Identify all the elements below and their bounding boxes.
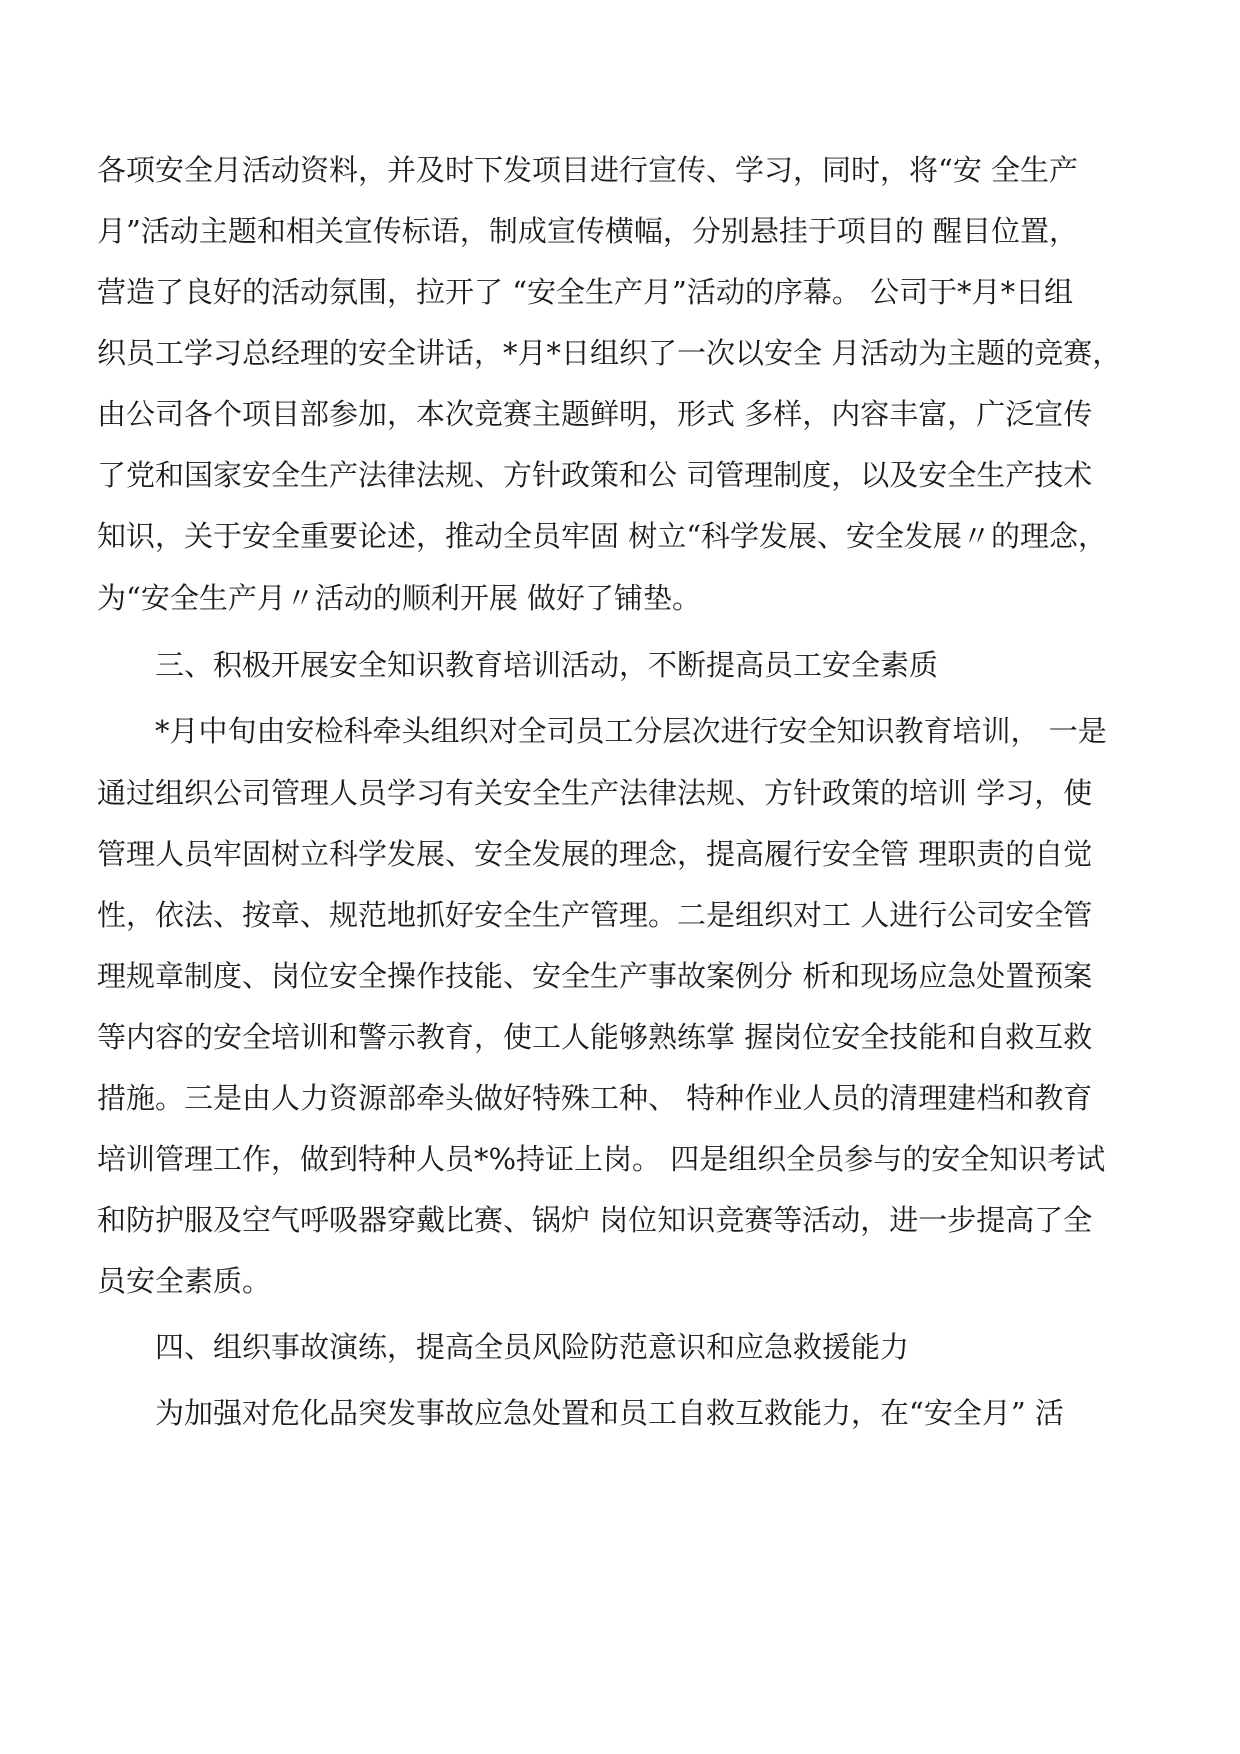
section-heading: 四、组织事故演练，提高全员风险防范意识和应急救援能力 — [155, 1330, 910, 1364]
text-line: 为加强对危化品突发事故应急处置和员工自救互救能力，在“安全月” 活 — [155, 1396, 1064, 1430]
text-line: 培训管理工作，做到特种人员*%持证上岗。 四是组织全员参与的安全知识考试 — [97, 1142, 1106, 1176]
text-line: 知识，关于安全重要论述，推动全员牢固 树立“科学发展、安全发展〃的理念， — [97, 519, 1108, 553]
section-heading: 三、积极开展安全知识教育培训活动，不断提高员工安全素质 — [155, 648, 939, 682]
text-line: 管理人员牢固树立科学发展、安全发展的理念，提高履行安全管 理职责的自觉 — [97, 837, 1093, 871]
text-line: 等内容的安全培训和警示教育，使工人能够熟练掌 握岗位安全技能和自救互救 — [97, 1020, 1093, 1054]
text-line: 员安全素质。 — [97, 1264, 272, 1298]
text-line: 理规章制度、岗位安全操作技能、安全生产事故案例分 析和现场应急处置预案 — [97, 959, 1093, 993]
text-line: 营造了良好的活动氛围，拉开了 “安全生产月”活动的序幕。 公司于*月*日组 — [97, 275, 1074, 309]
text-line: 措施。三是由人力资源部牵头做好特殊工种、 特种作业人员的清理建档和教育 — [97, 1081, 1093, 1115]
text-line: 通过组织公司管理人员学习有关安全生产法律法规、方针政策的培训 学习，使 — [97, 776, 1093, 810]
text-line: *月中旬由安检科牵头组织对全司员工分层次进行安全知识教育培训， 一是 — [155, 714, 1107, 748]
text-line: 为“安全生产月〃活动的顺利开展 做好了铺垫。 — [97, 581, 702, 615]
text-line: 性，依法、按章、规范地抓好安全生产管理。二是组织对工 人进行公司安全管 — [97, 898, 1093, 932]
text-line: 和防护服及空气呼吸器穿戴比赛、锅炉 岗位知识竞赛等活动，进一步提高了全 — [97, 1203, 1093, 1237]
text-line: 月”活动主题和相关宣传标语，制成宣传横幅，分别悬挂于项目的 醒目位置， — [97, 214, 1079, 248]
text-line: 各项安全月活动资料，并及时下发项目进行宣传、学习，同时，将“安 全生产 — [97, 153, 1079, 187]
text-line: 织员工学习总经理的安全讲话，*月*日组织了一次以安全 月活动为主题的竞赛， — [97, 336, 1122, 370]
text-line: 由公司各个项目部参加，本次竞赛主题鲜明，形式 多样，内容丰富，广泛宣传 — [97, 397, 1093, 431]
text-line: 了党和国家安全生产法律法规、方针政策和公 司管理制度，以及安全生产技术 — [97, 458, 1093, 492]
